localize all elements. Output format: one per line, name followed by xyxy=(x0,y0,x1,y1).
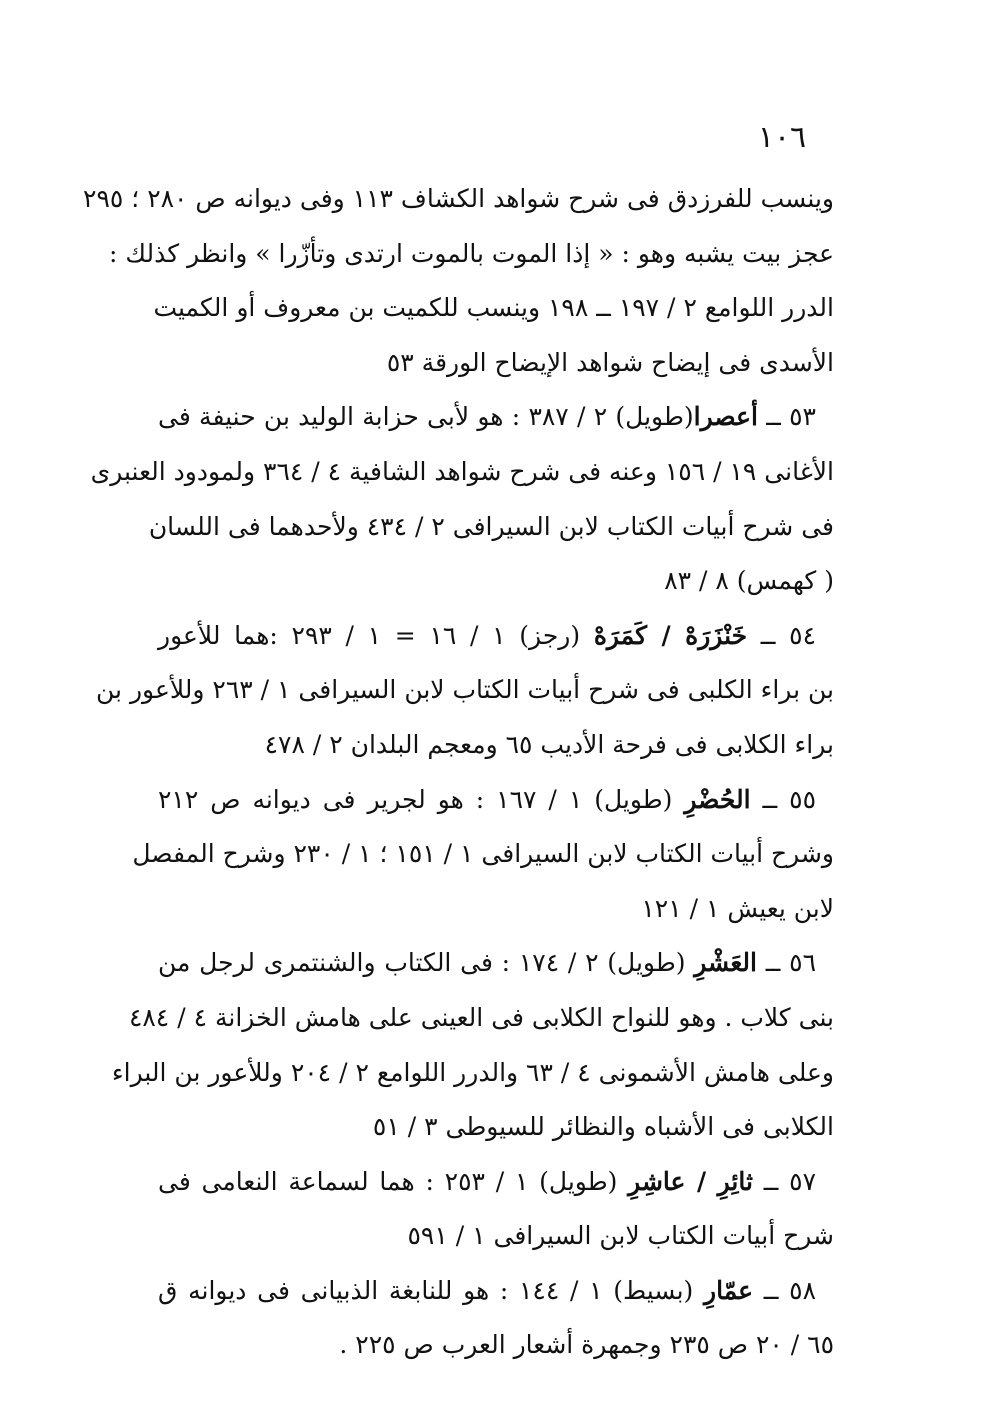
entry-text: (طويل) ٢ / ١٧٤ : فى الكتاب والشنتمرى لرجل من xyxy=(158,948,695,978)
entry-first-line xyxy=(158,1264,834,1319)
entry-text: (بسيط) ١ / ١٤٤ : هو للنابغة الذبيانى فى ديوانه ق xyxy=(158,1275,705,1305)
entry-text: (طويل) ١ / ٢٥٣ : هما لسماعة النعامى فى xyxy=(158,1166,629,1196)
entry-number: ٥٦ ــ xyxy=(756,948,816,978)
entry-keyword: عمّارِ xyxy=(704,1275,754,1305)
entry-first-line xyxy=(158,390,834,445)
text-line: فى شرح أبيات الكتاب لابن السيرافى ٢ / ٤٣٤ ولأحدهما فى اللسان xyxy=(148,511,834,541)
text-line: ٦٥ / ٢٠ ص ٢٣٥ وجمهرة أشعار العرب ص ٢٢٥ . xyxy=(339,1330,834,1360)
entry-text: (طويل) ٢ / ٣٨٧ : هو لأبى حزابة الوليد بن حنيفة فى xyxy=(158,402,694,432)
entry-number: ٥٣ ــ xyxy=(757,402,816,432)
entry-first-line xyxy=(158,609,834,664)
text-line: شرح أبيات الكتاب لابن السيرافى ١ / ٥٩١ xyxy=(407,1221,834,1251)
text-line: عجز بيت يشبه وهو : « إذا الموت بالموت ارتدى وتأزّرا » وانظر كذلك : xyxy=(109,238,834,268)
entry-first-line xyxy=(158,773,834,828)
text-line: الأسدى فى إيضاح شواهد الإيضاح الورقة ٥٣ xyxy=(386,347,834,377)
entry-keyword: العَشْرِ xyxy=(694,948,757,978)
entry-number: ٥٨ ــ xyxy=(753,1275,816,1305)
text-line: بن براء الكلبى فى شرح أبيات الكتاب لابن السيرافى ١ / ٢٦٣ وللأعور بن xyxy=(96,675,834,705)
text-line: وينسب للفرزدق فى شرح شواهد الكشاف ١١٣ وفى ديوانه ص ٢٨٠ ؛ ٢٩٥ xyxy=(83,184,834,213)
text-line: وشرح أبيات الكتاب لابن السيرافى ١ / ١٥١ ؛ ١ / ٢٣٠ وشرح المفصل xyxy=(132,839,834,869)
text-line: براء الكلابى فى فرحة الأديب ٦٥ ومعجم البلدان ٢ / ٤٧٨ xyxy=(264,729,834,759)
entry-keyword: أعصرا xyxy=(693,402,758,432)
page-body xyxy=(83,172,834,1373)
text-line: ( كهمس) ٨ / ٨٣ xyxy=(664,566,834,596)
entry-number: ٥٥ ــ xyxy=(750,784,817,814)
text-line: الدرر اللوامع ٢ / ١٩٧ ــ ١٩٨ وينسب للكميت بن معروف أو الكميت xyxy=(153,293,834,323)
entry-number: ٥٧ ــ xyxy=(752,1166,817,1196)
text-line: الأغانى ١٩ / ١٥٦ وعنه فى شرح شواهد الشافية ٤ / ٣٦٤ ولمودود العنبرى xyxy=(90,456,834,486)
page-number: ١٠٦ xyxy=(757,120,807,155)
entry-keyword: خَنْزَرَهْ / كَمَرَهْ xyxy=(593,620,748,650)
entry-keyword: ثائِرِ / عاشِرِ xyxy=(628,1166,753,1196)
text-line: وعلى هامش الأشمونى ٤ / ٦٣ والدرر اللوامع ٢ / ٢٠٤ وللأعور بن البراء xyxy=(111,1057,834,1087)
entry-number: ٥٤ ــ xyxy=(747,620,816,650)
text-line: لابن يعيش ١ / ١٢١ xyxy=(641,893,834,923)
text-line: بنى كلاب . وهو للنواح الكلابى فى العينى على هامش الخزانة ٤ / ٤٨٤ xyxy=(128,1002,834,1032)
entry-keyword: الحُضْرِ xyxy=(684,784,751,814)
text-line: الكلابى فى الأشباه والنظائر للسيوطى ٣ / ٥١ xyxy=(372,1112,834,1142)
entry-text: (طويل) ١ / ١٦٧ : هو لجرير فى ديوانه ص ٢١٢ xyxy=(158,784,685,814)
entry-text: (رجز) ١ / ١٦ = ١ / ٢٩٣ :هما للأعور xyxy=(158,620,594,650)
entry-first-line xyxy=(158,1155,834,1210)
entry-first-line xyxy=(158,936,834,991)
